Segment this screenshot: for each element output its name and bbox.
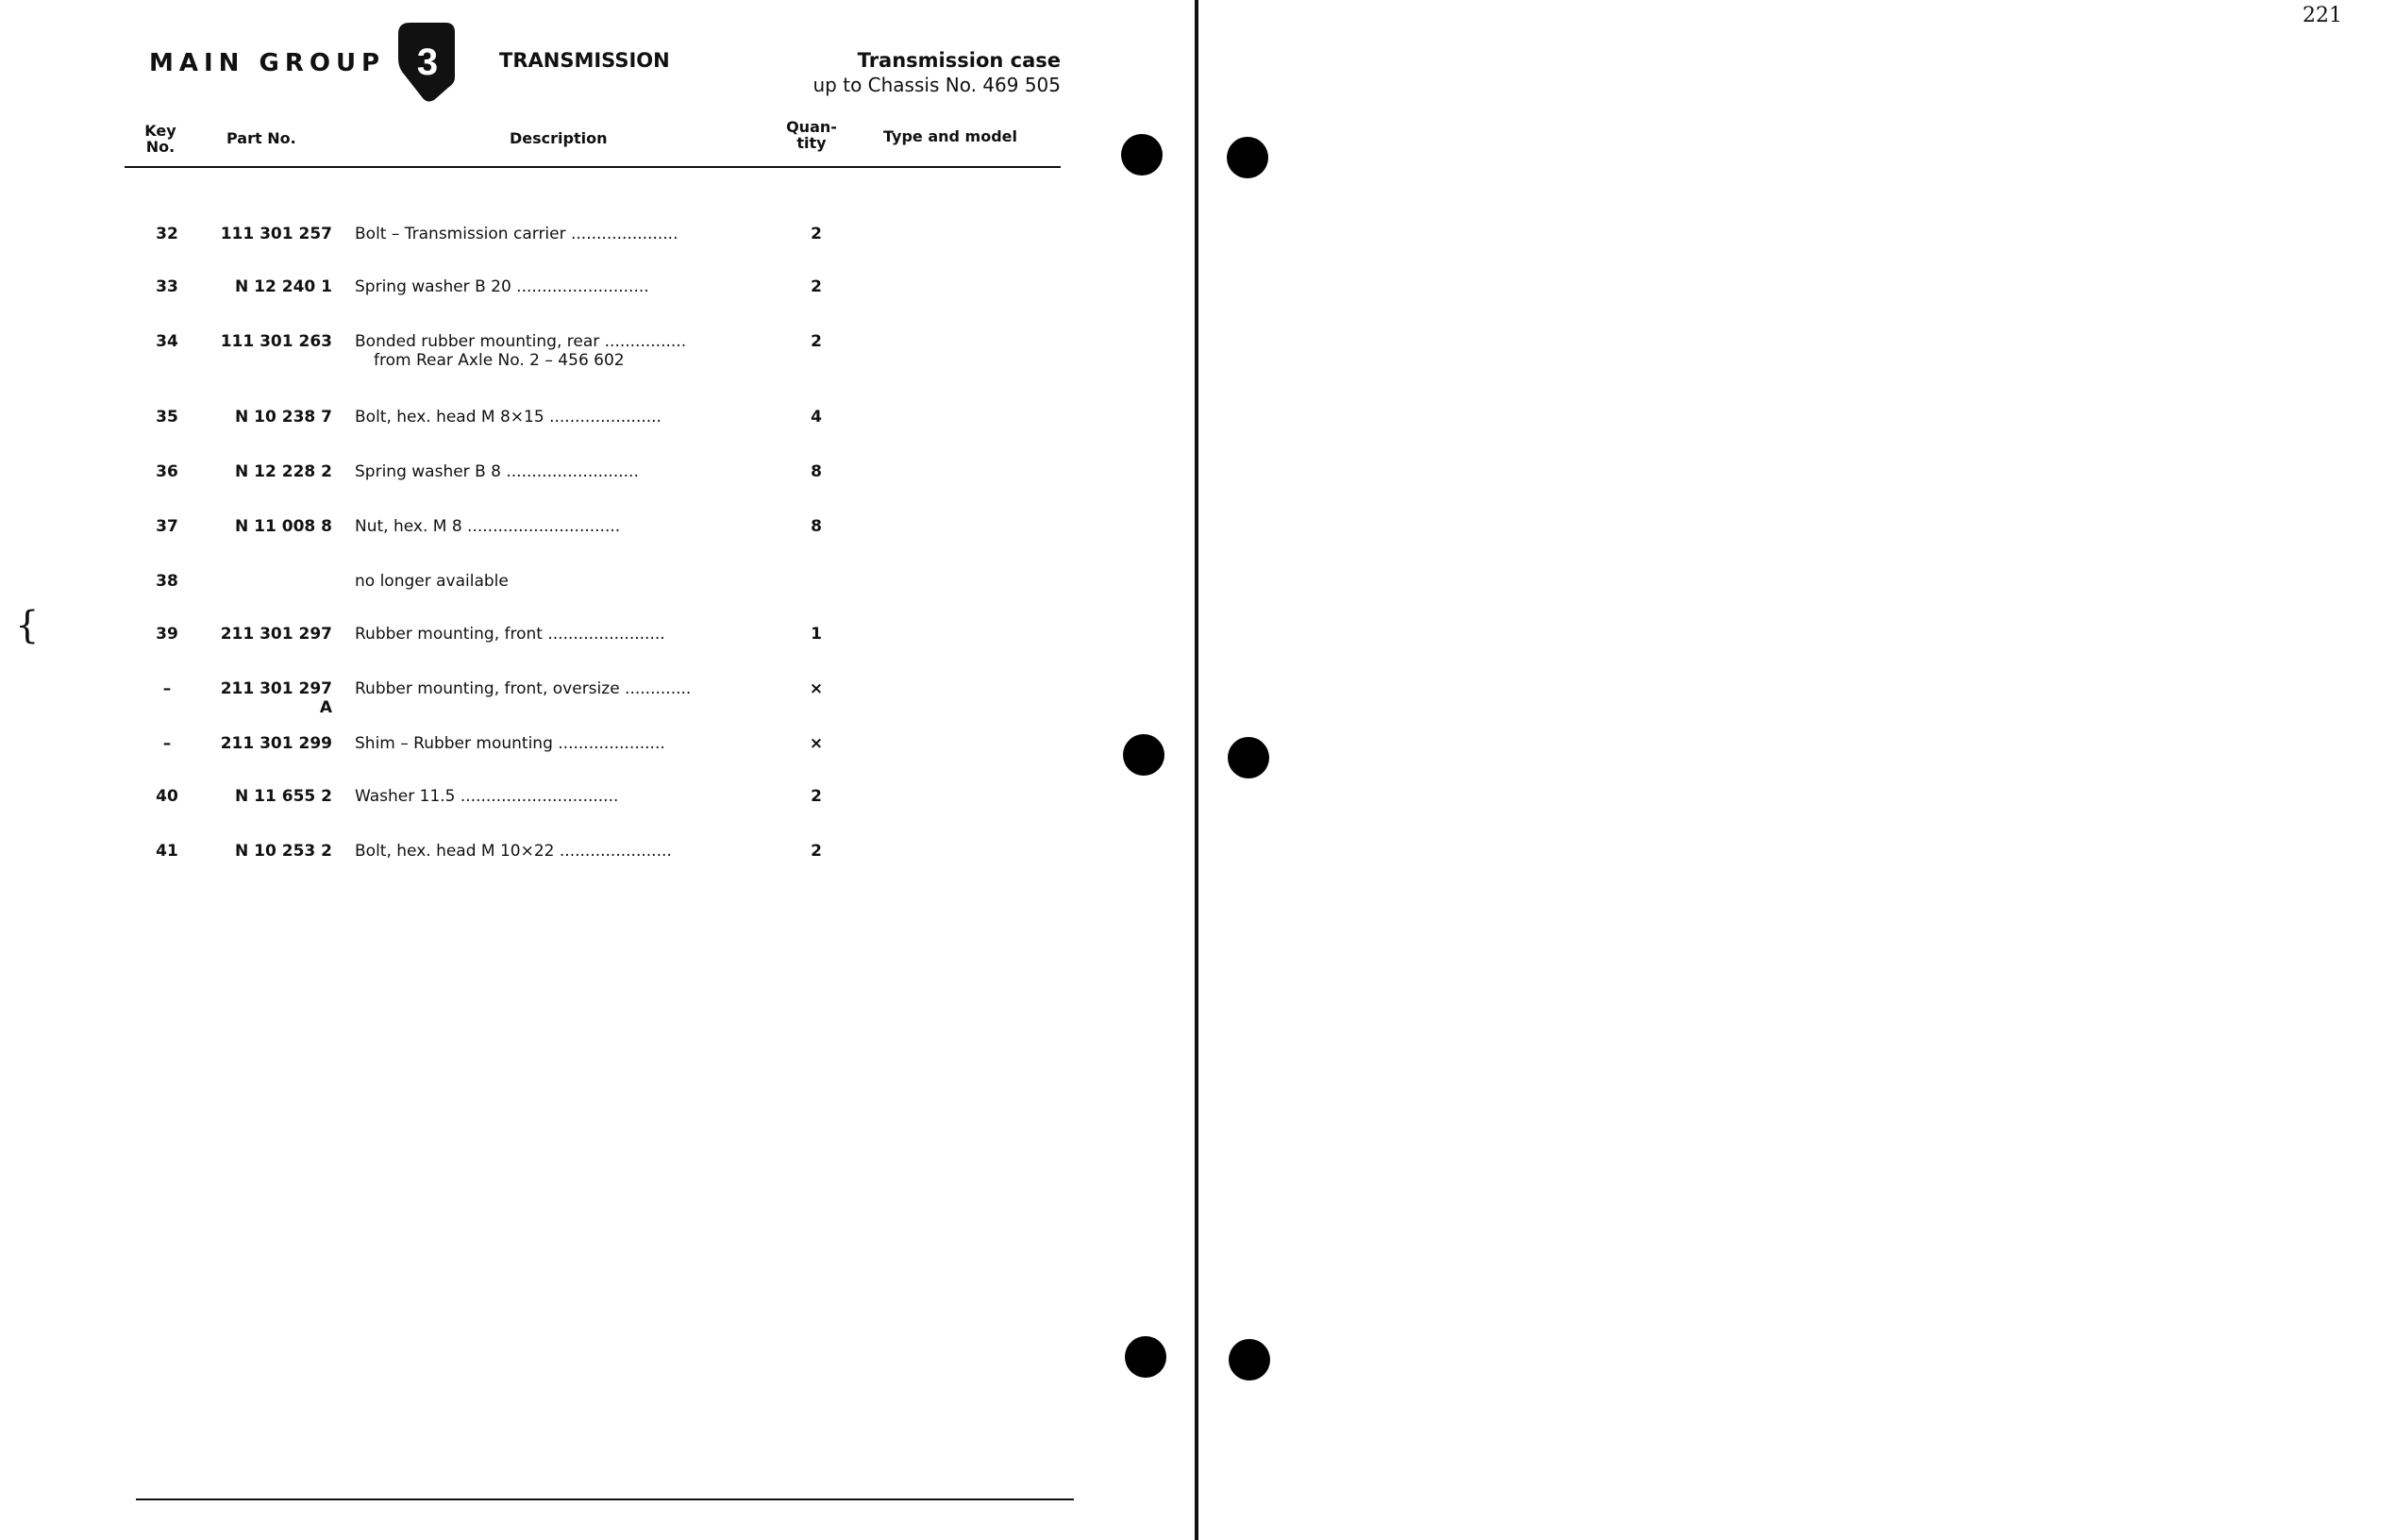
- key-no: 33: [156, 277, 178, 296]
- group-number: 3: [416, 42, 439, 83]
- description-note: from Rear Axle No. 2 – 456 602: [374, 351, 625, 370]
- part-no: 111 301 257: [220, 225, 332, 243]
- group-title: TRANSMISSION: [499, 49, 670, 72]
- table-row: [0, 734, 1195, 762]
- description: Shim – Rubber mounting .....................: [355, 734, 665, 753]
- part-no: 211 301 299: [220, 734, 332, 753]
- quantity: 2: [811, 842, 822, 861]
- quantity: 8: [811, 462, 822, 481]
- bottom-rule: [136, 1498, 1074, 1500]
- column-header-part-no: Part No.: [226, 129, 296, 147]
- main-group-label: MAIN GROUP: [149, 49, 386, 77]
- part-no: N 11 655 2: [235, 787, 332, 806]
- part-no: N 11 008 8: [235, 517, 332, 536]
- group-number-badge: [396, 21, 459, 102]
- key-no: 40: [156, 787, 178, 806]
- page-number: 221: [2303, 4, 2342, 27]
- quantity: 2: [811, 332, 822, 351]
- binder-hole: [1123, 734, 1164, 776]
- table-row: [0, 408, 1195, 436]
- description: Rubber mounting, front, oversize .............: [355, 679, 692, 698]
- table-row: [0, 572, 1195, 600]
- description: Bolt, hex. head M 10×22 ......................: [355, 842, 672, 861]
- table-row: [0, 225, 1195, 253]
- part-no: N 10 253 2: [235, 842, 332, 861]
- column-header-quantity: Quan- tity: [786, 118, 837, 152]
- binder-hole: [1121, 134, 1163, 176]
- description: Spring washer B 8 ..........................: [355, 462, 639, 481]
- quantity: ×: [809, 734, 824, 753]
- quantity: 2: [811, 225, 822, 243]
- key-no: 38: [156, 572, 178, 591]
- right-page: [1200, 0, 2395, 1540]
- key-no: 35: [156, 408, 178, 427]
- description: Bonded rubber mounting, rear ................ from Rear Axle No. 2 – 456 602: [355, 332, 776, 370]
- binder-hole: [1125, 1336, 1166, 1378]
- header-rule: [125, 166, 1061, 168]
- key-no: 39: [156, 625, 178, 644]
- margin-bracket-mark: {: [15, 604, 40, 647]
- description: Rubber mounting, front .......................: [355, 625, 665, 644]
- quantity: 1: [811, 625, 822, 644]
- quantity: 2: [811, 787, 822, 806]
- table-row: [0, 517, 1195, 545]
- key-no: –: [162, 679, 172, 698]
- key-no: 41: [156, 842, 178, 861]
- key-no: –: [162, 734, 172, 753]
- key-no: 36: [156, 462, 178, 481]
- column-header-type-model: Type and model: [883, 127, 1017, 145]
- part-no: N 10 238 7: [235, 408, 332, 427]
- description: Bolt, hex. head M 8×15 ......................: [355, 408, 662, 427]
- part-no: 111 301 263: [220, 332, 332, 351]
- table-row: [0, 332, 1195, 379]
- table-row: [0, 679, 1195, 717]
- quantity: 8: [811, 517, 822, 536]
- description: Washer 11.5 ...............................: [355, 787, 619, 806]
- table-row: [0, 277, 1195, 306]
- part-no: N 12 240 1: [235, 277, 332, 296]
- left-page: [0, 0, 1195, 1540]
- part-no: 211 301 297 A: [220, 679, 332, 717]
- key-no: 37: [156, 517, 178, 536]
- description: Bolt – Transmission carrier .....................: [355, 225, 678, 243]
- column-header-description: Description: [510, 129, 608, 147]
- description: Spring washer B 20 ..........................: [355, 277, 649, 296]
- quantity: 2: [811, 277, 822, 296]
- quantity: 4: [811, 408, 822, 427]
- key-no: 34: [156, 332, 178, 351]
- part-no: 211 301 297: [220, 625, 332, 644]
- badge-shape-icon: [396, 21, 459, 102]
- description: Nut, hex. M 8 ..............................: [355, 517, 621, 536]
- table-row: [0, 787, 1195, 815]
- table-row: [0, 462, 1195, 491]
- part-no: N 12 228 2: [235, 462, 332, 481]
- key-no: 32: [156, 225, 178, 243]
- description: no longer available: [355, 572, 509, 591]
- column-header-key-no: Key No.: [144, 122, 176, 156]
- page-divider: [1195, 0, 1198, 1540]
- quantity: ×: [809, 679, 824, 698]
- table-row: [0, 842, 1195, 870]
- case-title: Transmission case: [857, 49, 1061, 72]
- case-subtitle: up to Chassis No. 469 505: [812, 74, 1061, 96]
- table-row: [0, 625, 1195, 653]
